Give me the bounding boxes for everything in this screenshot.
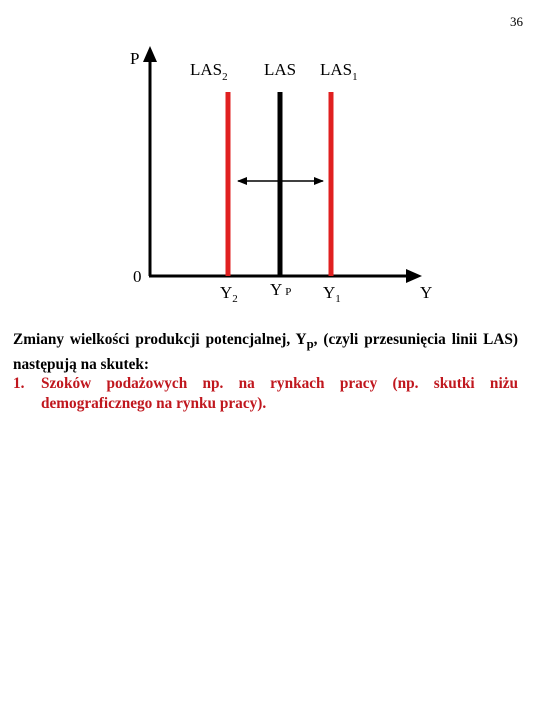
origin-label: 0 — [133, 267, 142, 286]
tick-label-y1: $Y_1$ — [323, 283, 341, 305]
las2-label: $LAS_2$ — [190, 60, 228, 83]
explanation-text — [13, 330, 518, 413]
intro-paragraph: Zmiany wielkości produkcji potencjalnej, $Y_p$, (czyli przesunięcia linii LAS) następują na skutek: — [13, 331, 518, 373]
list-item-text: Szoków podażowych np. na rynkach pracy (np. skutki niżu demograficznego na rynku pracy). — [41, 375, 518, 412]
list-item — [13, 374, 518, 413]
las-diagram — [0, 0, 540, 320]
tick-label-y2: $Y_2$ — [220, 283, 238, 305]
x-axis-arrowhead — [406, 269, 422, 283]
list-item-number: 1. — [13, 375, 25, 393]
tick-label-yp: Y P — [270, 280, 292, 299]
page-number: 36 — [510, 14, 523, 29]
y-axis-label: P — [130, 49, 140, 68]
las-label: LAS — [264, 60, 297, 79]
las1-label: $LAS_1$ — [320, 60, 358, 83]
intro-subscript: p — [306, 337, 314, 352]
y-axis-arrowhead — [143, 46, 157, 62]
x-axis-label: Y — [420, 283, 433, 302]
